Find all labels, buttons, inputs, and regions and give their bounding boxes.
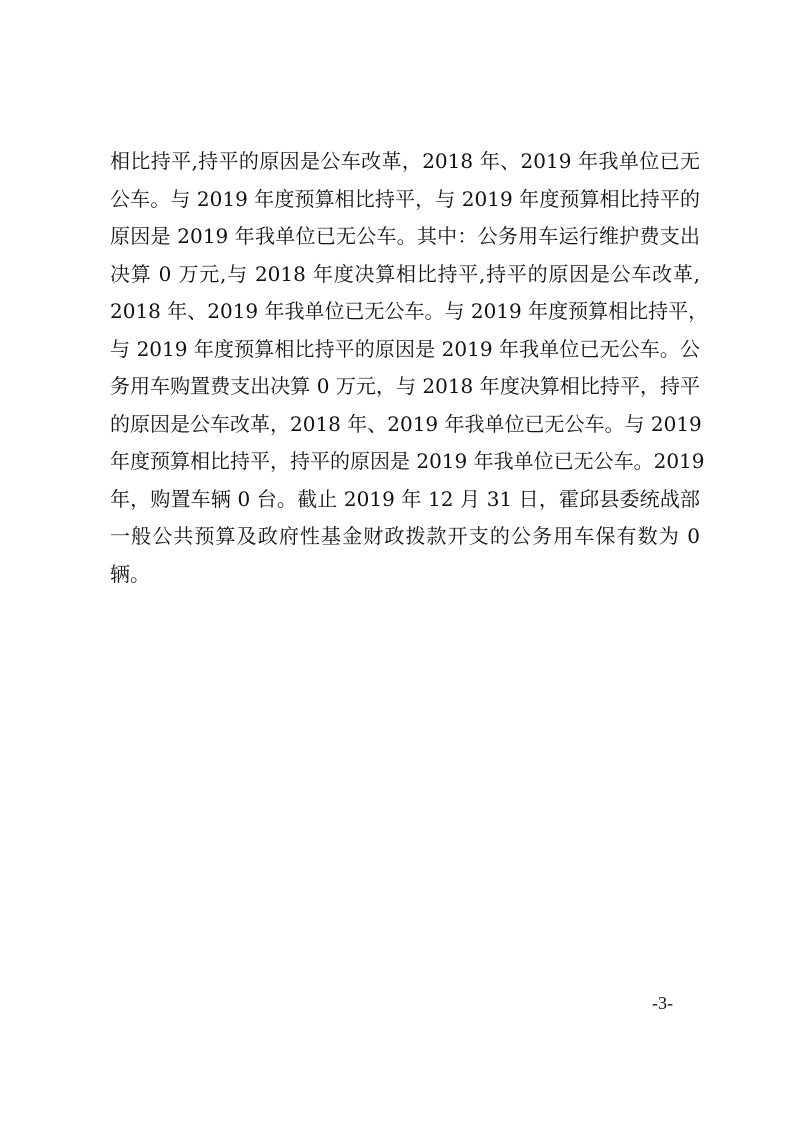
paragraph-line: 年，购置车辆 0 台。截止 2019 年 12 月 31 日，霍邱县委统战部: [110, 486, 700, 511]
paragraph-line: 辆。: [110, 561, 150, 586]
paragraph-line: 与 2019 年度预算相比持平的原因是 2019 年我单位已无公车。公: [110, 336, 700, 361]
paragraph-line: 一般公共预算及政府性基金财政拨款开支的公务用车保有数为 0: [110, 524, 700, 548]
body-paragraph: [110, 143, 709, 593]
page-number: -3-: [652, 993, 673, 1013]
paragraph-line: 相比持平,持平的原因是公车改革，2018 年、2019 年我单位已无: [110, 149, 700, 173]
paragraph-line: 2018 年、2019 年我单位已无公车。与 2019 年度预算相比持平，: [110, 299, 709, 323]
paragraph-line: 公车。与 2019 年度预算相比持平，与 2019 年度预算相比持平的: [110, 186, 700, 211]
paragraph-line: 决算 0 万元,与 2018 年度决算相比持平,持平的原因是公车改革,: [110, 261, 700, 286]
paragraph-line: 的原因是公车改革，2018 年、2019 年我单位已无公车。与 2019: [110, 411, 702, 436]
paragraph-line: 务用车购置费支出决算 0 万元，与 2018 年度决算相比持平，持平: [110, 374, 700, 398]
paragraph-line: 年度预算相比持平，持平的原因是 2019 年我单位已无公车。2019: [110, 449, 705, 473]
paragraph-line: 原因是 2019 年我单位已无公车。其中：公务用车运行维护费支出: [110, 224, 700, 248]
